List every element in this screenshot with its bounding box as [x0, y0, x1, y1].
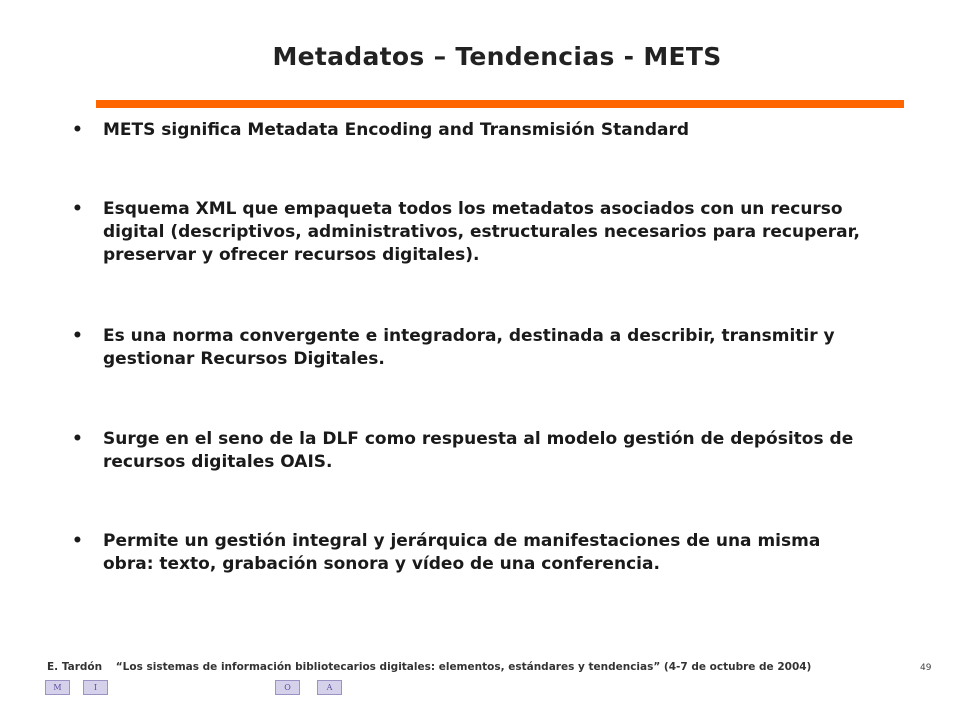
- page-number: 49: [920, 663, 932, 673]
- bullet-item: [72, 119, 862, 142]
- bullet-marker: •: [72, 199, 83, 219]
- nav-button-a[interactable]: A: [317, 680, 342, 695]
- bullet-marker: •: [72, 120, 83, 140]
- nav-button-i[interactable]: I: [83, 680, 108, 695]
- nav-button-m[interactable]: M: [45, 680, 70, 695]
- nav-button-o[interactable]: O: [275, 680, 300, 695]
- footer-citation: “Los sistemas de información bibliotecarios digitales: elementos, estándares y tendencias” (4-7 de octubre de 2004): [115, 661, 812, 673]
- bullet-item: [72, 530, 862, 576]
- slide-title: Metadatos – Tendencias - METS: [272, 42, 722, 71]
- bullet-marker: •: [72, 531, 83, 551]
- bullet-item: [72, 325, 862, 371]
- bullet-text: METS significa Metadata Encoding and Transmisión Standard: [103, 120, 690, 140]
- bullet-text: Esquema XML que empaqueta todos los metadatos asociados con un recurso digital (descriptivos, administrativos, estructurales necesarios para recuperar, preservar y ofrecer recursos digitales).: [103, 199, 860, 265]
- bullet-marker: •: [72, 429, 83, 449]
- bullet-text: Surge en el seno de la DLF como respuesta al modelo gestión de depósitos de recursos digitales OAIS.: [103, 429, 854, 472]
- footer-citation-line: [47, 661, 811, 673]
- bullet-marker: •: [72, 326, 83, 346]
- bullet-text: Es una norma convergente e integradora, destinada a describir, transmitir y gestionar Recursos Digitales.: [103, 326, 835, 369]
- bullet-text: Permite un gestión integral y jerárquica de manifestaciones de una misma obra: texto, grabación sonora y vídeo de una conferencia.: [103, 531, 821, 574]
- footer-author: E. Tardón: [47, 661, 103, 673]
- bullet-item: [72, 198, 862, 267]
- bullet-item: [72, 428, 862, 474]
